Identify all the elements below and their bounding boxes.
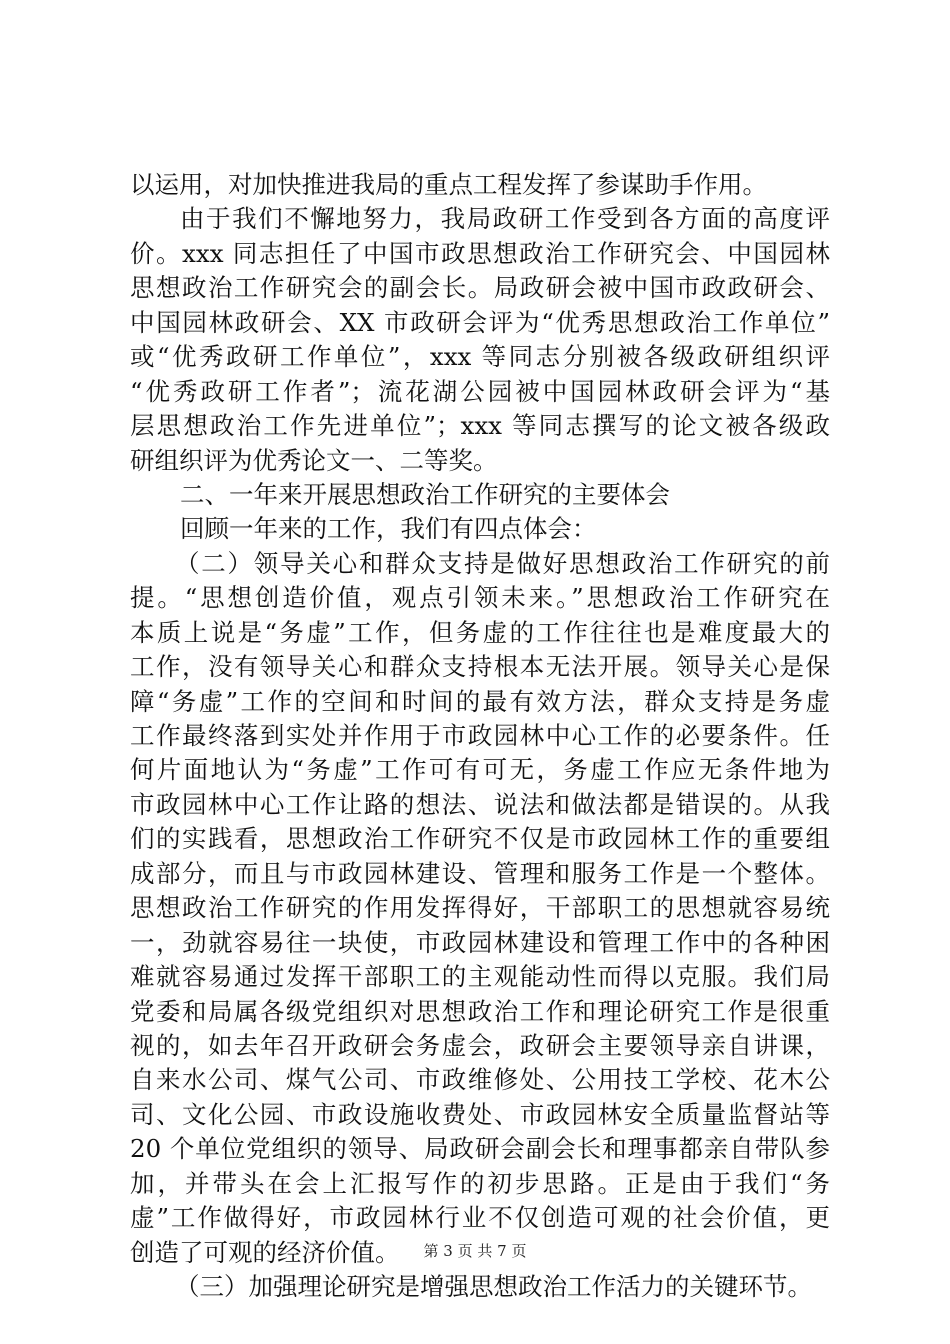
text-line: 研组织评为优秀论文一、二等奖。: [130, 445, 498, 475]
text-line: “优秀政研工作者”；流花湖公园被中国园林政研会评为“基: [130, 376, 830, 406]
text-line: 二、一年来开展思想政治工作研究的主要体会: [180, 479, 670, 509]
text-line: 自来水公司、煤气公司、市政维修处、公用技工学校、花木公: [130, 1065, 830, 1095]
text-line: 工作最终落到实处并作用于市政园林中心工作的必要条件。任: [130, 721, 830, 750]
page-footer: 第 3 页 共 7 页: [423, 1242, 527, 1260]
text-line: 20 个单位党组织的领导、局政研会副会长和理事都亲自带队参: [130, 1134, 830, 1164]
text-line: 思想政治工作研究的作用发挥得好，干部职工的思想就容易统: [130, 893, 830, 923]
text-line: （二）领导关心和群众支持是做好思想政治工作研究的前: [175, 548, 830, 578]
text-line: 成部分，而且与市政园林建设、管理和服务工作是一个整体。: [130, 858, 830, 888]
text-line: 或“优秀政研工作单位”，xxx 等同志分别被各级政研组织评: [130, 342, 830, 372]
text-line: （三）加强理论研究是增强思想政治工作活力的关键环节。: [175, 1272, 812, 1301]
text-line: 由于我们不懈地努力，我局政研工作受到各方面的高度评: [180, 204, 830, 234]
text-line: 们的实践看，思想政治工作研究不仅是市政园林工作的重要组: [130, 824, 830, 854]
text-line: 回顾一年来的工作，我们有四点体会：: [180, 514, 597, 544]
text-line: 障“务虚”工作的空间和时间的最有效方法，群众支持是务虚: [130, 686, 830, 716]
text-line: 视的，如去年召开政研会务虚会，政研会主要领导亲自讲课，: [130, 1030, 830, 1060]
text-line: 层思想政治工作先进单位”；xxx 等同志撰写的论文被各级政: [130, 411, 830, 441]
text-line: 提。“思想创造价值，观点引领未来。”思想政治工作研究在: [130, 583, 830, 613]
text-line: 一，劲就容易往一块使，市政园林建设和管理工作中的各种困: [130, 927, 830, 957]
text-line: 以运用，对加快推进我局的重点工程发挥了参谋助手作用。: [130, 170, 767, 199]
text-line: 工作，没有领导关心和群众支持根本无法开展。领导关心是保: [130, 652, 830, 682]
text-line: 价。xxx 同志担任了中国市政思想政治工作研究会、中国园林: [130, 238, 830, 268]
text-line: 中国园林政研会、XX 市政研会评为“优秀思想政治工作单位”: [130, 307, 830, 337]
text-line: 思想政治工作研究会的副会长。局政研会被中国市政政研会、: [130, 273, 830, 303]
body-text: [130, 168, 830, 1304]
text-line: 司、文化公园、市政设施收费处、市政园林安全质量监督站等: [130, 1099, 830, 1129]
text-line: 虚”工作做得好，市政园林行业不仅创造可观的社会价值，更: [130, 1203, 830, 1233]
text-line: 难就容易通过发挥干部职工的主观能动性而得以克服。我们局: [130, 962, 830, 992]
text-line: 市政园林中心工作让路的想法、说法和做法都是错误的。从我: [130, 789, 830, 819]
text-line: 加，并带头在会上汇报写作的初步思路。正是由于我们“务: [130, 1168, 830, 1198]
text-line: 本质上说是“务虚”工作，但务虚的工作往往也是难度最大的: [130, 617, 830, 647]
text-line: 何片面地认为“务虚”工作可有可无，务虚工作应无条件地为: [130, 755, 830, 785]
text-line: 创造了可观的经济价值。: [130, 1237, 400, 1267]
text-line: 党委和局属各级党组织对思想政治工作和理论研究工作是很重: [130, 996, 830, 1026]
